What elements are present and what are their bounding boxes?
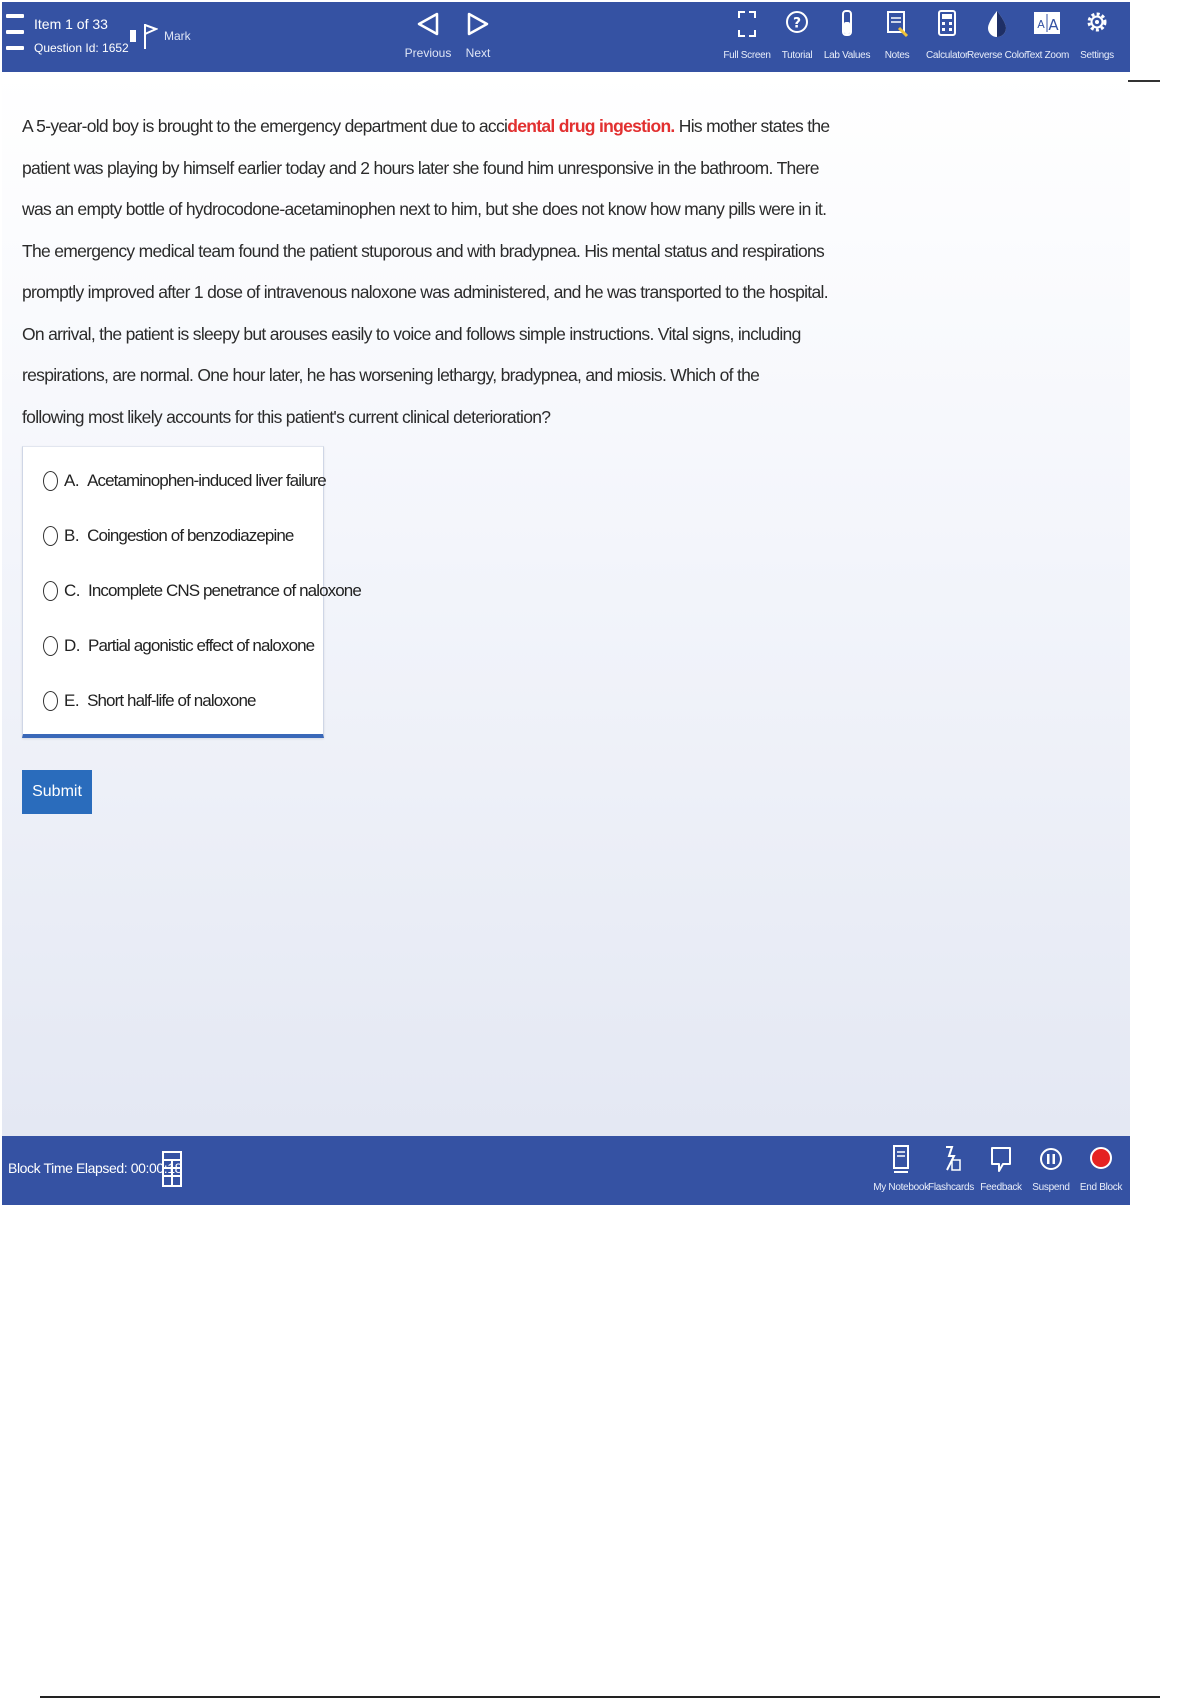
full-screen-label: Full Screen	[723, 50, 771, 61]
divider-line	[40, 1696, 1160, 1698]
question-pane	[2, 72, 1130, 1136]
triangle-right-icon	[465, 10, 491, 38]
choice-text: Partial agonistic effect of naloxone	[88, 636, 315, 655]
stem-line: promptly improved after 1 dose of intravenous naloxone was administered, and he was transported to the hospital.	[22, 282, 828, 302]
stem-line: following most likely accounts for this patient's current clinical deterioration?	[22, 406, 551, 427]
bottom-toolbar	[2, 1136, 1130, 1205]
svg-text:A: A	[1048, 16, 1059, 34]
calculator-icon	[933, 8, 961, 40]
question-id: Question Id: 1652	[34, 41, 129, 55]
test-tube-icon	[833, 8, 861, 40]
suspend-label: Suspend	[1032, 1182, 1070, 1193]
mark-checkbox[interactable]	[130, 30, 136, 42]
previous-label: Previous	[404, 46, 452, 60]
stem-line	[22, 106, 830, 148]
choice-letter: E.	[64, 691, 80, 710]
lab-values-button[interactable]	[822, 6, 872, 68]
settings-button[interactable]	[1072, 6, 1122, 68]
notes-button[interactable]	[872, 6, 922, 68]
notebook-icon	[888, 1144, 914, 1176]
my-notebook-button[interactable]	[873, 1144, 929, 1200]
stem-text: A 5-year-old boy is brought to the emergency department due to acci	[22, 116, 508, 136]
speech-bubble-icon	[988, 1144, 1014, 1176]
reverse-color-label: Reverse Color	[967, 50, 1028, 61]
lab-values-label: Lab Values	[823, 50, 871, 61]
feedback-label: Feedback	[980, 1182, 1022, 1193]
radio-button[interactable]	[43, 636, 58, 656]
calculator-button[interactable]	[922, 6, 972, 68]
svg-text:A: A	[1037, 18, 1045, 31]
block-timer: Block Time Elapsed: 00:00:18	[8, 1160, 183, 1176]
contrast-drop-icon	[983, 8, 1011, 40]
tutorial-label: Tutorial	[781, 50, 813, 61]
choice-letter: A.	[64, 471, 80, 490]
flashcards-button[interactable]	[926, 1144, 976, 1200]
text-zoom-icon	[1033, 8, 1061, 40]
mark-button[interactable]	[130, 22, 191, 50]
answer-choice-c[interactable]	[43, 576, 361, 606]
radio-button[interactable]	[43, 526, 58, 546]
top-toolbar	[2, 2, 1130, 72]
feedback-button[interactable]	[976, 1144, 1026, 1200]
stem-line: respirations, are normal. One hour later, he has worsening lethargy, bradypnea, and miosis. Which of the	[22, 365, 760, 385]
toolbar-tools	[722, 6, 1122, 68]
settings-label: Settings	[1080, 50, 1114, 61]
my-notebook-label: My Notebook	[873, 1182, 929, 1193]
question-stem	[22, 106, 830, 438]
choice-letter: C.	[64, 581, 80, 600]
answer-choice-b[interactable]	[43, 521, 293, 551]
choice-text: Coingestion of benzodiazepine	[87, 526, 294, 545]
radio-button[interactable]	[43, 471, 58, 491]
stem-line: was an empty bottle of hydrocodone-acetaminophen next to him, but she does not know how many pills were in it.	[22, 199, 827, 219]
divider-line	[1128, 80, 1160, 82]
mark-label: Mark	[164, 29, 191, 43]
choice-letter: D.	[64, 636, 80, 655]
choice-text: Incomplete CNS penetrance of naloxone	[88, 581, 361, 600]
submit-button[interactable]: Submit	[22, 770, 92, 814]
stem-text: His mother states the	[674, 116, 830, 136]
item-info	[34, 12, 129, 60]
answer-choice-a[interactable]	[43, 466, 326, 496]
question-circle-icon	[783, 8, 811, 40]
stem-line: The emergency medical team found the patient stuporous and with bradypnea. His mental status and respirations	[22, 240, 825, 261]
gear-icon	[1083, 8, 1111, 40]
end-block-button[interactable]	[1076, 1144, 1126, 1200]
calculator-label: Calculator	[925, 50, 969, 61]
svg-text:?: ?	[792, 15, 802, 32]
radio-button[interactable]	[43, 581, 58, 601]
flashcards-label: Flashcards	[928, 1182, 974, 1193]
end-block-label: End Block	[1079, 1182, 1123, 1193]
choice-text: Acetaminophen-induced liver failure	[87, 471, 326, 490]
menu-icon[interactable]	[6, 14, 24, 50]
radio-button[interactable]	[43, 691, 58, 711]
stop-circle-icon	[1088, 1144, 1114, 1176]
stem-line: patient was playing by himself earlier today and 2 hours later she found him unresponsive in the bathroom. There	[22, 157, 819, 178]
answer-choice-e[interactable]	[43, 686, 256, 716]
exam-window	[2, 2, 1130, 1205]
full-screen-button[interactable]	[722, 6, 772, 68]
footer-tools	[873, 1144, 1126, 1200]
choice-text: Short half-life of naloxone	[87, 691, 256, 710]
reverse-color-button[interactable]	[967, 6, 1028, 68]
flag-icon	[142, 22, 158, 50]
notes-icon	[883, 8, 911, 40]
previous-button[interactable]	[400, 10, 456, 66]
item-counter: Item 1 of 33	[34, 16, 108, 32]
suspend-button[interactable]	[1026, 1144, 1076, 1200]
choice-letter: B.	[64, 526, 80, 545]
next-label: Next	[465, 46, 491, 60]
notes-label: Notes	[884, 50, 910, 61]
tutorial-button[interactable]	[772, 6, 822, 68]
answer-choices	[22, 446, 361, 738]
pause-circle-icon	[1038, 1144, 1064, 1176]
text-zoom-button[interactable]	[1022, 6, 1072, 68]
stem-line: On arrival, the patient is sleepy but arouses easily to voice and follows simple instructions. Vital signs, including	[22, 323, 801, 344]
calculator-grid-icon[interactable]	[162, 1150, 182, 1188]
highlighted-text[interactable]: dental drug ingestion.	[507, 116, 675, 136]
flashcards-icon	[938, 1144, 964, 1176]
full-screen-icon	[733, 8, 761, 40]
answer-choice-d[interactable]	[43, 631, 314, 661]
triangle-left-icon	[415, 10, 441, 38]
next-button[interactable]	[450, 10, 506, 66]
text-zoom-label: Text Zoom	[1025, 50, 1069, 61]
